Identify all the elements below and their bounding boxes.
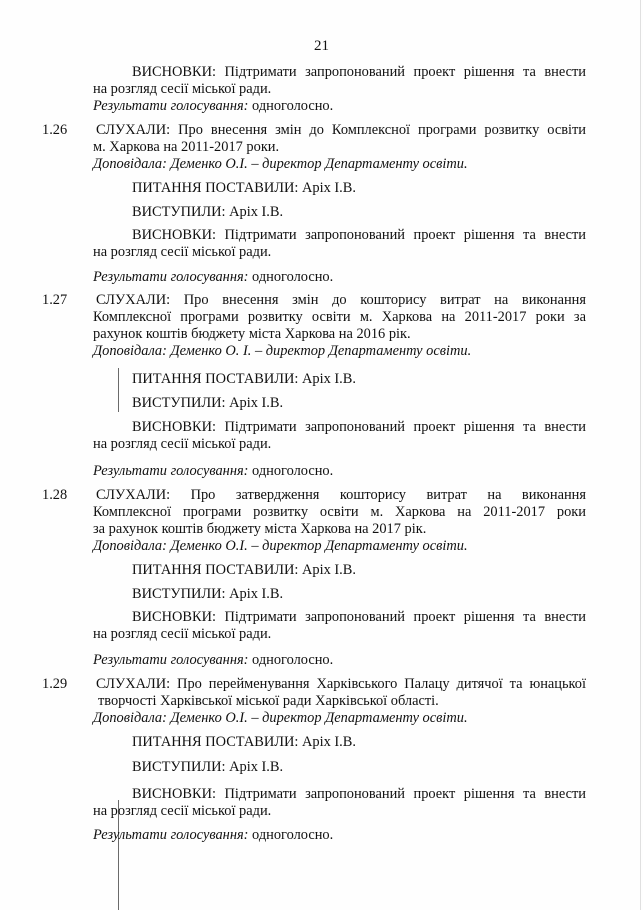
spoke-line: ВИСТУПИЛИ: Аріх І.В. bbox=[132, 586, 284, 602]
item-number: 1.27 bbox=[42, 292, 68, 308]
conclusions-continuation: на розгляд сесії міської ради. bbox=[93, 803, 272, 819]
heard-line: творчості Харківської міської ради Харківської області. bbox=[98, 693, 439, 709]
heard-line: СЛУХАЛИ: Про затвердження кошторису витрат на виконання bbox=[96, 487, 586, 503]
vote-label: Результати голосування: bbox=[93, 827, 249, 843]
page-edge bbox=[640, 0, 641, 910]
conclusions-line: ВИСНОВКИ: Підтримати запропонований проект рішення та внести bbox=[132, 227, 586, 243]
vote-result bbox=[93, 827, 333, 844]
margin-mark bbox=[118, 368, 119, 412]
spoke-line: ВИСТУПИЛИ: Аріх І.В. bbox=[132, 759, 284, 775]
vote-result bbox=[93, 269, 333, 286]
spoke-line: ВИСТУПИЛИ: Аріх І.В. bbox=[132, 395, 284, 411]
heard-line: СЛУХАЛИ: Про внесення змін до Комплексної програми розвитку освіти bbox=[96, 122, 586, 138]
heard-line: м. Харкова на 2011-2017 роки. bbox=[93, 139, 280, 155]
heard-line: СЛУХАЛИ: Про перейменування Харківського Палацу дитячої та юнацької bbox=[96, 676, 586, 692]
conclusions-line: ВИСНОВКИ: Підтримати запропонований проект рішення та внести bbox=[132, 609, 586, 625]
heard-line: СЛУХАЛИ: Про внесення змін до кошторису витрат на виконання bbox=[96, 292, 586, 308]
vote-result bbox=[93, 98, 333, 115]
heard-line: за рахунок коштів бюджету міста Харкова на 2017 рік. bbox=[93, 521, 427, 537]
conclusions-continuation: на розгляд сесії міської ради. bbox=[93, 626, 272, 642]
speaker-line: Доповідала: Деменко О.І. – директор Департаменту освіти. bbox=[93, 710, 468, 726]
vote-result bbox=[93, 652, 333, 669]
vote-value: одноголосно. bbox=[248, 98, 334, 114]
conclusions-continuation: на розгляд сесії міської ради. bbox=[93, 436, 272, 452]
speaker-line: Доповідала: Деменко О.І. – директор Департаменту освіти. bbox=[93, 156, 468, 172]
item-number: 1.29 bbox=[42, 676, 68, 692]
questions-line: ПИТАННЯ ПОСТАВИЛИ: Аріх І.В. bbox=[132, 371, 356, 387]
conclusions-line: ВИСНОВКИ: Підтримати запропонований проект рішення та внести bbox=[132, 786, 586, 802]
vote-label: Результати голосування: bbox=[93, 98, 249, 114]
conclusions-line: ВИСНОВКИ: Підтримати запропонований проект рішення та внести bbox=[132, 419, 586, 435]
vote-result bbox=[93, 463, 333, 480]
page-number: 21 bbox=[314, 38, 329, 54]
item-number: 1.26 bbox=[42, 122, 68, 138]
questions-line: ПИТАННЯ ПОСТАВИЛИ: Аріх І.В. bbox=[132, 562, 356, 578]
vote-label: Результати голосування: bbox=[93, 652, 249, 668]
vote-value: одноголосно. bbox=[248, 463, 334, 479]
heard-line: Комплексної програми розвитку освіти м. Харкова на 2011-2017 роки bbox=[93, 504, 586, 520]
heard-line: Комплексної програми розвитку освіти м. Харкова на 2011-2017 роки за bbox=[93, 309, 586, 325]
vote-value: одноголосно. bbox=[248, 827, 334, 843]
vote-label: Результати голосування: bbox=[93, 269, 249, 285]
speaker-line: Доповідала: Деменко О.І. – директор Департаменту освіти. bbox=[93, 538, 468, 554]
vote-value: одноголосно. bbox=[248, 652, 334, 668]
speaker-line: Доповідала: Деменко О. І. – директор Департаменту освіти. bbox=[93, 343, 472, 359]
vote-value: одноголосно. bbox=[248, 269, 334, 285]
heard-line: рахунок коштів бюджету міста Харкова на 2016 рік. bbox=[93, 326, 411, 342]
conclusions-continuation: на розгляд сесії міської ради. bbox=[93, 81, 272, 97]
spoke-line: ВИСТУПИЛИ: Аріх І.В. bbox=[132, 204, 284, 220]
questions-line: ПИТАННЯ ПОСТАВИЛИ: Аріх І.В. bbox=[132, 180, 356, 196]
conclusions-line: ВИСНОВКИ: Підтримати запропонований проект рішення та внести bbox=[132, 64, 586, 80]
vote-label: Результати голосування: bbox=[93, 463, 249, 479]
questions-line: ПИТАННЯ ПОСТАВИЛИ: Аріх І.В. bbox=[132, 734, 356, 750]
conclusions-continuation: на розгляд сесії міської ради. bbox=[93, 244, 272, 260]
item-number: 1.28 bbox=[42, 487, 68, 503]
